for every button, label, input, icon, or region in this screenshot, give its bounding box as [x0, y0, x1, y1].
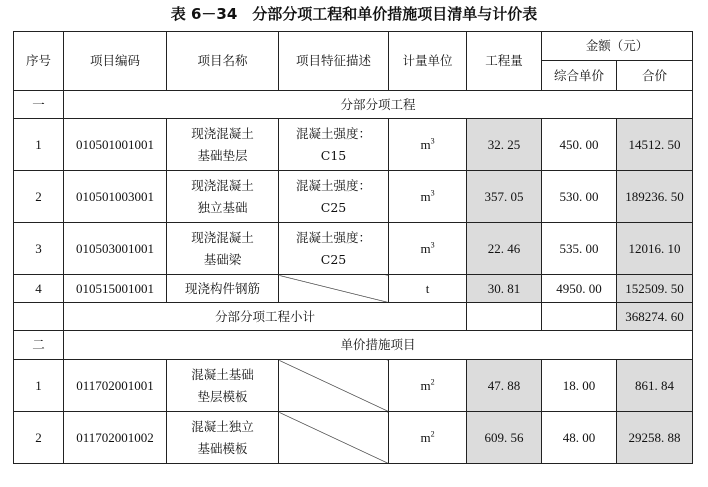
row-code: 010501001001	[64, 119, 167, 171]
row-code: 011702001001	[64, 360, 167, 412]
section-row	[14, 331, 693, 360]
header-seq: 序号	[14, 32, 64, 91]
row-seq: 1	[14, 360, 64, 412]
header-code: 项目编码	[64, 32, 167, 91]
row-quantity: 47. 88	[467, 360, 542, 412]
row-seq: 2	[14, 171, 64, 223]
row-quantity: 609. 56	[467, 412, 542, 464]
row-total: 189236. 50	[617, 171, 693, 223]
table-row	[14, 412, 693, 464]
row-unit: t	[389, 275, 467, 303]
row-name: 混凝土基础 垫层模板	[167, 360, 279, 412]
row-code: 010503001001	[64, 223, 167, 275]
row-unit: $m^3$	[389, 223, 467, 275]
row-code: 010501003001	[64, 171, 167, 223]
pricing-table	[13, 31, 693, 464]
row-quantity: 32. 25	[467, 119, 542, 171]
header-total: 合价	[617, 61, 693, 91]
row-quantity: 30. 81	[467, 275, 542, 303]
row-feature-empty	[279, 275, 389, 303]
row-total: 152509. 50	[617, 275, 693, 303]
row-unit: $m^2$	[389, 412, 467, 464]
table-title: 表 6－34 分部分项工程和单价措施项目清单与计价表	[170, 5, 538, 23]
row-name: 现浇构件钢筋	[167, 275, 279, 303]
row-name: 混凝土独立 基础模板	[167, 412, 279, 464]
row-seq: 4	[14, 275, 64, 303]
row-price: 450. 00	[542, 119, 617, 171]
row-price: 535. 00	[542, 223, 617, 275]
row-total: 14512. 50	[617, 119, 693, 171]
row-name: 现浇混凝土 基础梁	[167, 223, 279, 275]
row-unit: $m^2$	[389, 360, 467, 412]
row-total: 861. 84	[617, 360, 693, 412]
row-feature: 混凝土强度： C25	[279, 223, 389, 275]
section-seq: 二	[14, 331, 64, 360]
header-amount: 金额（元）	[542, 32, 693, 61]
table-row	[14, 360, 693, 412]
row-code: 010515001001	[64, 275, 167, 303]
row-feature: 混凝土强度： C15	[279, 119, 389, 171]
header-quantity: 工程量	[467, 32, 542, 91]
table-row	[14, 275, 693, 303]
row-total: 29258. 88	[617, 412, 693, 464]
row-seq: 2	[14, 412, 64, 464]
section-row	[14, 91, 693, 119]
header-unit-price: 综合单价	[542, 61, 617, 91]
subtotal-row	[14, 303, 693, 331]
table-row	[14, 223, 693, 275]
header-unit: 计量单位	[389, 32, 467, 91]
subtotal-value: 368274. 60	[617, 303, 693, 331]
row-name: 现浇混凝土 独立基础	[167, 171, 279, 223]
row-price: 18. 00	[542, 360, 617, 412]
row-feature-empty	[279, 360, 389, 412]
subtotal-label: 分部分项工程小计	[64, 303, 467, 331]
row-feature-empty	[279, 412, 389, 464]
row-name: 现浇混凝土 基础垫层	[167, 119, 279, 171]
row-price: 530. 00	[542, 171, 617, 223]
table-row	[14, 119, 693, 171]
row-total: 12016. 10	[617, 223, 693, 275]
row-price: 48. 00	[542, 412, 617, 464]
header-feature: 项目特征描述	[279, 32, 389, 91]
section-seq: 一	[14, 91, 64, 119]
section-title: 分部分项工程	[64, 91, 693, 119]
row-unit: $m^3$	[389, 171, 467, 223]
row-seq: 1	[14, 119, 64, 171]
row-seq: 3	[14, 223, 64, 275]
row-code: 011702001002	[64, 412, 167, 464]
section-title: 单价措施项目	[64, 331, 693, 360]
row-feature: 混凝土强度： C25	[279, 171, 389, 223]
row-quantity: 357. 05	[467, 171, 542, 223]
row-price: 4950. 00	[542, 275, 617, 303]
header-name: 项目名称	[167, 32, 279, 91]
table-row	[14, 171, 693, 223]
row-quantity: 22. 46	[467, 223, 542, 275]
row-unit: $m^3$	[389, 119, 467, 171]
